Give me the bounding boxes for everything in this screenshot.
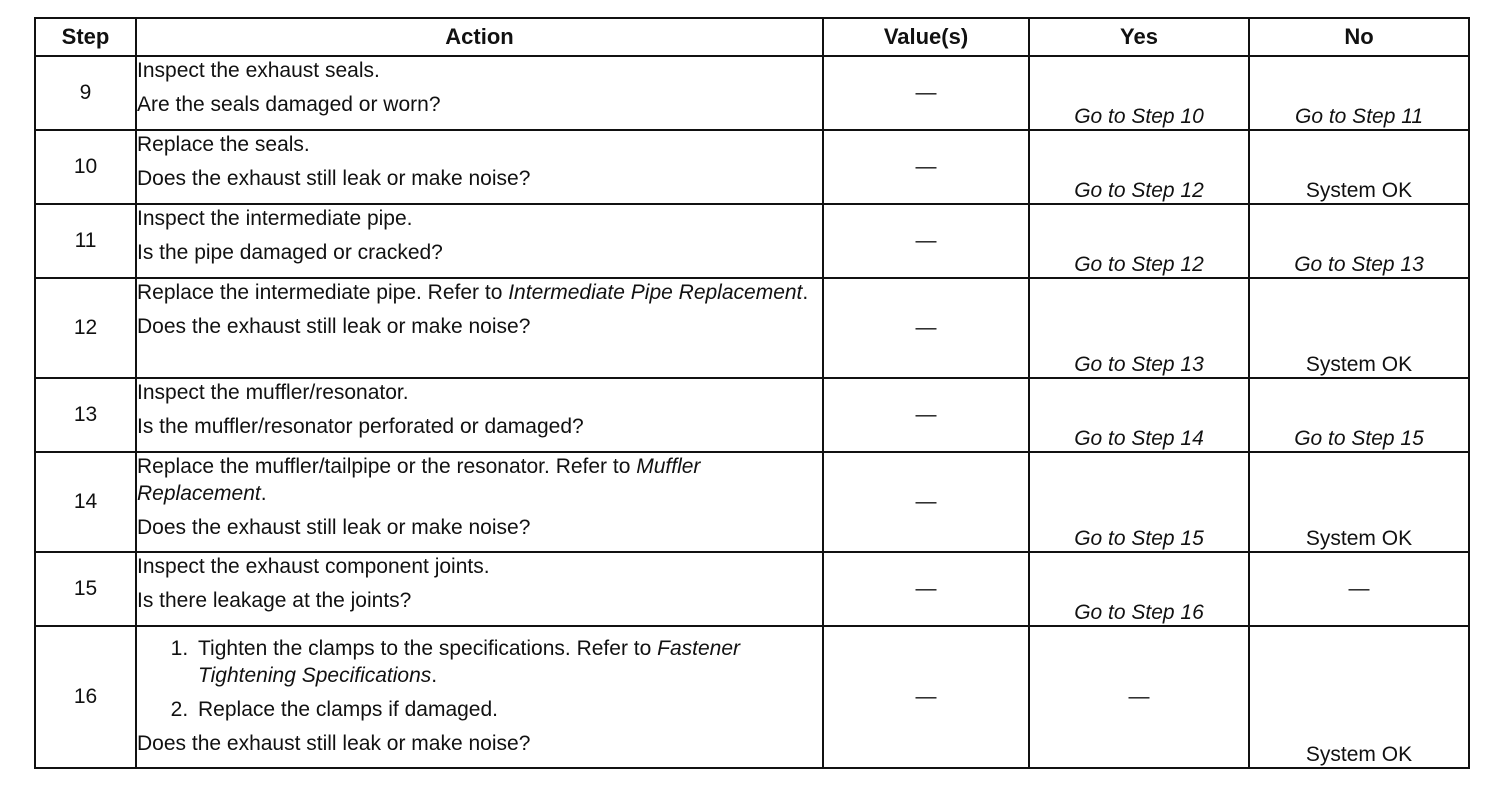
yes-cell: Go to Step 12 <box>1029 130 1249 204</box>
action-text: Replace the intermediate pipe. Refer to Intermediate Pipe Replacement. <box>137 281 809 304</box>
header-step: Step <box>35 18 136 56</box>
reference-link-text: Fastener Tightening Specifications <box>198 637 740 687</box>
table-row <box>35 278 1469 378</box>
action-cell <box>136 552 823 626</box>
step-number: 11 <box>35 204 136 278</box>
no-cell: Go to Step 11 <box>1249 56 1469 130</box>
header-value: Value(s) <box>823 18 1029 56</box>
action-text: Replace the seals. <box>137 133 310 156</box>
table-row <box>35 626 1469 768</box>
value-cell: — <box>823 204 1029 278</box>
action-cell <box>136 378 823 452</box>
header-yes: Yes <box>1029 18 1249 56</box>
value-cell: — <box>823 378 1029 452</box>
header-no: No <box>1249 18 1469 56</box>
action-cell <box>136 278 823 378</box>
action-text: Inspect the exhaust component joints. <box>137 555 490 578</box>
action-question: Does the exhaust still leak or make noise? <box>137 516 531 539</box>
no-cell: System OK <box>1249 130 1469 204</box>
no-cell: System OK <box>1249 626 1469 768</box>
substep-item: 2. Replace the clamps if damaged. <box>194 696 822 723</box>
yes-cell: Go to Step 12 <box>1029 204 1249 278</box>
step-number: 14 <box>35 452 136 552</box>
value-cell: — <box>823 552 1029 626</box>
yes-cell: Go to Step 16 <box>1029 552 1249 626</box>
reference-link-text: Intermediate Pipe Replacement <box>508 281 803 304</box>
table-row <box>35 204 1469 278</box>
action-cell <box>136 626 823 768</box>
action-cell <box>136 204 823 278</box>
step-number: 13 <box>35 378 136 452</box>
action-question: Does the exhaust still leak or make noise? <box>137 732 531 755</box>
table-row <box>35 378 1469 452</box>
action-question: Does the exhaust still leak or make noise? <box>137 167 531 190</box>
value-cell: — <box>823 626 1029 768</box>
action-text: Inspect the exhaust seals. <box>137 59 380 82</box>
table-row <box>35 56 1469 130</box>
action-cell <box>136 452 823 552</box>
table-row <box>35 552 1469 626</box>
action-cell <box>136 130 823 204</box>
yes-cell: Go to Step 14 <box>1029 378 1249 452</box>
no-cell: System OK <box>1249 452 1469 552</box>
table-row <box>35 452 1469 552</box>
action-question: Does the exhaust still leak or make noise? <box>137 315 531 338</box>
action-question: Is the pipe damaged or cracked? <box>137 241 443 264</box>
value-cell: — <box>823 452 1029 552</box>
reference-link-text: Muffler Replacement <box>137 455 701 505</box>
step-number: 15 <box>35 552 136 626</box>
action-text: Replace the muffler/tailpipe or the resonator. Refer to Muffler Replacement. <box>137 455 701 505</box>
value-cell: — <box>823 56 1029 130</box>
step-number: 10 <box>35 130 136 204</box>
value-cell: — <box>823 278 1029 378</box>
table-row <box>35 130 1469 204</box>
no-cell: Go to Step 15 <box>1249 378 1469 452</box>
no-cell: Go to Step 13 <box>1249 204 1469 278</box>
yes-cell: Go to Step 10 <box>1029 56 1249 130</box>
substep-list <box>137 635 822 723</box>
action-text: Inspect the intermediate pipe. <box>137 207 413 230</box>
step-number: 9 <box>35 56 136 130</box>
no-cell: System OK <box>1249 278 1469 378</box>
action-text: Inspect the muffler/resonator. <box>137 381 409 404</box>
step-number: 12 <box>35 278 136 378</box>
substep-item: 1. Tighten the clamps to the specifications. Refer to Fastener Tightening Specifications. <box>194 635 822 689</box>
action-question: Is the muffler/resonator perforated or damaged? <box>137 415 584 438</box>
yes-cell: Go to Step 15 <box>1029 452 1249 552</box>
step-number: 16 <box>35 626 136 768</box>
header-action: Action <box>136 18 823 56</box>
yes-cell: Go to Step 13 <box>1029 278 1249 378</box>
diagnostic-table <box>34 17 1470 769</box>
value-cell: — <box>823 130 1029 204</box>
action-question: Are the seals damaged or worn? <box>137 93 441 116</box>
header-row <box>35 18 1469 56</box>
action-question: Is there leakage at the joints? <box>137 589 412 612</box>
no-cell: — <box>1249 552 1469 626</box>
yes-cell: — <box>1029 626 1249 768</box>
action-cell <box>136 56 823 130</box>
